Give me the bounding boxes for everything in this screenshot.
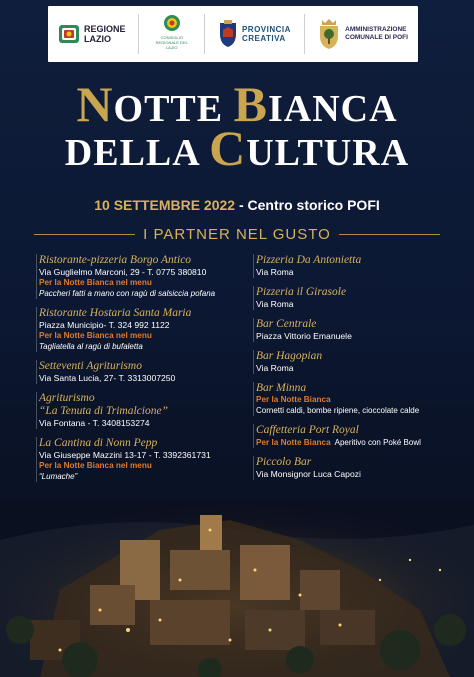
partner-entry xyxy=(36,360,246,384)
main-title-line2 xyxy=(0,120,474,176)
partner-entry xyxy=(36,307,246,352)
partner-info: Via Roma xyxy=(256,363,294,373)
partners-left-column xyxy=(36,254,246,490)
partner-info: Via Guglielmo Marconi, 29 - T. 0775 380810 xyxy=(39,267,207,277)
partner-name: Bar Centrale xyxy=(256,318,317,330)
partner-name: Setteventi Agriturismo xyxy=(39,360,142,372)
regione-lazio-label: REGIONE LAZIO xyxy=(84,24,126,44)
consiglio-emblem-icon xyxy=(163,14,181,34)
partner-info: Piazza Vittorio Emanuele xyxy=(256,331,352,341)
partner-name: Bar Hagopian xyxy=(256,350,323,362)
comune-pofi-crest-icon xyxy=(317,18,341,50)
section-rule-right xyxy=(339,234,440,235)
partner-name: Ristorante-pizzeria Borgo Antico xyxy=(39,254,192,266)
partner-info: Via Monsignor Luca Capozi xyxy=(256,469,361,479)
partner-entry xyxy=(253,350,458,374)
regione-lazio-logo xyxy=(58,14,126,54)
regione-lazio-emblem-icon xyxy=(58,23,80,45)
comune-label: AMMINISTRAZIONE COMUNALE DI POFI xyxy=(345,26,408,41)
section-rule-left xyxy=(34,234,135,235)
partner-highlight: Per la Notte Bianca nel menu xyxy=(39,278,152,287)
partner-name: Bar Minna xyxy=(256,382,307,394)
partner-note: Paccheri fatti a mano con ragù di salsiccia pofana xyxy=(39,289,216,298)
title-capital-c: C xyxy=(209,120,247,176)
event-place: Centro storico POFI xyxy=(247,197,380,213)
title-text-della: DELLA xyxy=(64,132,210,174)
provincia-shield-icon xyxy=(218,20,238,48)
partner-info: Piazza Municipio- T. 324 992 1122 xyxy=(39,320,170,330)
partner-highlight: Per la Notte Bianca nel menu xyxy=(39,331,152,340)
partner-entry xyxy=(253,254,458,278)
event-date-line xyxy=(0,197,474,213)
date-separator: - xyxy=(235,197,248,213)
partner-entry xyxy=(253,382,458,416)
partner-name: Ristorante Hostaria Santa Maria xyxy=(39,307,192,319)
partner-info: Via Giuseppe Mazzini 13-17 - T. 3392361731 xyxy=(39,450,211,460)
consiglio-label: CONSIGLIO REGIONALE DEL LAZIO xyxy=(155,35,188,50)
consiglio-regionale-logo xyxy=(152,14,192,54)
partner-highlight: Per la Notte Bianca nel menu xyxy=(39,461,152,470)
partner-entry xyxy=(253,456,458,480)
partner-info: Via Fontana - T. 3408153274 xyxy=(39,418,150,428)
provincia-label: PROVINCIA CREATIVA xyxy=(241,25,291,43)
partner-name: La Cantina di Nonn Pepp xyxy=(39,437,158,449)
logo-divider xyxy=(138,14,139,54)
partner-highlight: Per la Notte Bianca xyxy=(256,438,331,447)
title-text-otte: OTTE xyxy=(113,88,234,130)
partner-entry xyxy=(253,424,458,448)
logo-divider xyxy=(204,14,205,54)
title-text-ultura: ULTURA xyxy=(246,132,410,174)
partner-name: Pizzeria il Girasole xyxy=(256,286,347,298)
comune-pofi-logo xyxy=(317,14,408,54)
partner-detail-row xyxy=(256,437,458,448)
partner-entry xyxy=(253,286,458,310)
partner-name: Agriturismo “La Tenuta di Trimalcione” xyxy=(39,392,168,417)
partner-note: Tagliatella al ragù di bufaletta xyxy=(39,342,143,351)
partner-entry xyxy=(36,254,246,299)
partner-highlight: Per la Notte Bianca xyxy=(256,395,331,404)
logo-divider xyxy=(304,14,305,54)
partner-info: Via Santa Lucia, 27- T. 3313007250 xyxy=(39,373,176,383)
section-header xyxy=(34,226,440,243)
partner-entry xyxy=(36,437,246,482)
partner-name: Pizzeria Da Antonietta xyxy=(256,254,362,266)
logo-bar xyxy=(48,6,418,62)
partner-note: Aperitivo con Poké Bowl xyxy=(334,438,421,447)
title-text-ianca: IANCA xyxy=(268,88,398,130)
partner-entry xyxy=(36,392,246,429)
partner-name: Piccolo Bar xyxy=(256,456,312,468)
event-date: 10 SETTEMBRE 2022 xyxy=(94,197,236,213)
partners-right-column xyxy=(253,254,458,488)
partner-info: Via Roma xyxy=(256,267,294,277)
section-title: I PARTNER NEL GUSTO xyxy=(143,226,331,243)
partner-note: “Lumache” xyxy=(39,472,78,481)
partner-note: Cornetti caldi, bombe ripiene, cioccolate calde xyxy=(256,406,420,415)
provincia-creativa-logo xyxy=(218,14,291,54)
title-capital-n: N xyxy=(76,76,114,132)
partner-entry xyxy=(253,318,458,342)
partner-info: Via Roma xyxy=(256,299,294,309)
partner-name: Caffetteria Port Royal xyxy=(256,424,359,436)
night-town-photo xyxy=(0,500,474,677)
title-capital-b: B xyxy=(233,76,268,132)
